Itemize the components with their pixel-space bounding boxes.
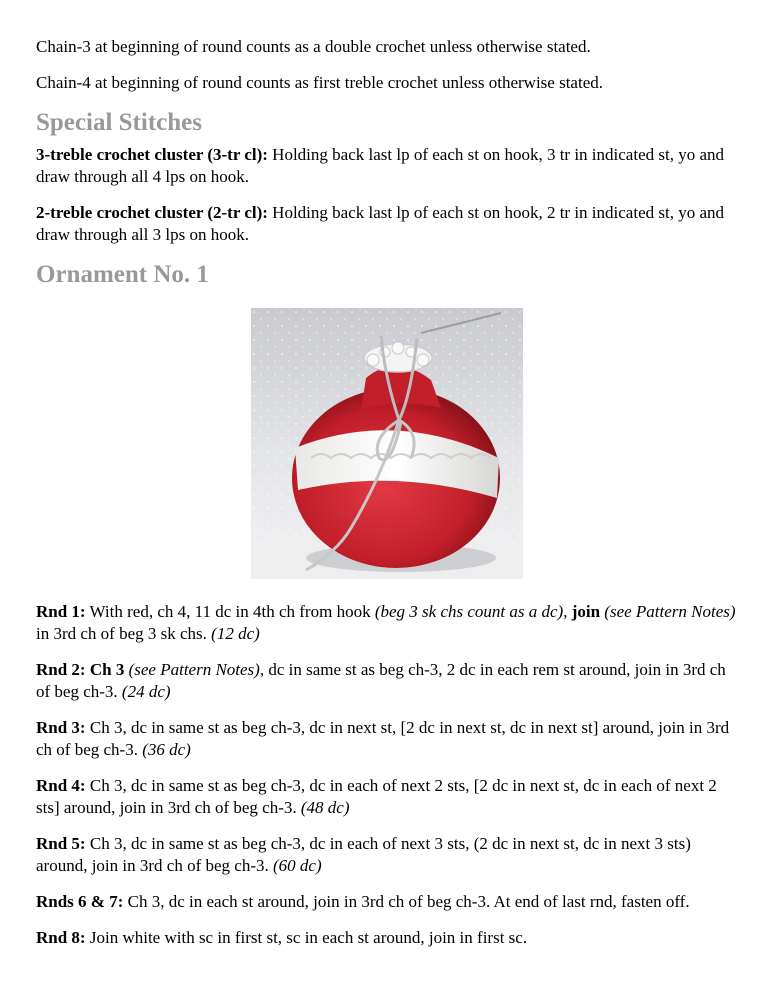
round-instruction: [36, 891, 737, 913]
round-text: in 3rd ch of beg 3 sk chs.: [36, 624, 212, 643]
round-text: (see Pattern Notes): [128, 660, 260, 679]
round-text: Ch 3, dc in same st as beg ch-3, dc in next st, [2 dc in next st, dc in next st] around, join in 3rd ch of beg ch-3.: [36, 718, 730, 759]
round-text: Join white with sc in first st, sc in each st around, join in first sc.: [85, 928, 528, 947]
round-instruction: [36, 927, 737, 949]
round-label: Rnds 6 & 7:: [36, 892, 124, 911]
round-text: (48 dc): [300, 798, 350, 817]
round-label: Rnd 8:: [36, 928, 86, 947]
round-text: (12 dc): [211, 624, 260, 643]
round-text: With red, ch 4, 11 dc in 4th ch from hook: [85, 602, 375, 621]
special-stitch-item: [36, 144, 737, 188]
round-text: Ch 3: [85, 660, 125, 679]
ornament-heading: Ornament No. 1: [36, 261, 209, 288]
round-label: Rnd 2:: [36, 660, 86, 679]
round-text: (36 dc): [142, 740, 191, 759]
stitch-description: Holding back last lp of each st on hook, 3 tr in indicated st, yo and draw through all 4 lps on hook.: [36, 145, 724, 186]
round-label: Rnd 1:: [36, 602, 86, 621]
round-text: Ch 3, dc in same st as beg ch-3, dc in each of next 2 sts, [2 dc in next st, dc in each of next 2 sts] around, join in 3rd ch of beg ch-3.: [36, 776, 717, 817]
round-text: (24 dc): [121, 682, 171, 701]
round-text: (beg 3 sk chs count as a dc): [374, 602, 564, 621]
round-label: Rnd 3:: [36, 718, 86, 737]
round-text: ,: [563, 602, 572, 621]
round-label: Rnd 5:: [36, 834, 86, 853]
round-instruction: [36, 601, 737, 645]
stitch-term: 3-treble crochet cluster (3-tr cl):: [36, 145, 268, 164]
round-instructions: [36, 601, 737, 949]
round-instruction: [36, 833, 737, 877]
special-stitches-heading: Special Stitches: [36, 109, 202, 136]
round-text: (60 dc): [273, 856, 322, 875]
stitch-description: Holding back last lp of each st on hook, 2 tr in indicated st, yo and draw through all 3 lps on hook.: [36, 203, 724, 244]
pattern-note: Chain-3 at beginning of round counts as a double crochet unless otherwise stated.: [36, 37, 591, 56]
special-stitch-item: [36, 202, 737, 246]
stitch-term: 2-treble crochet cluster (2-tr cl):: [36, 203, 268, 222]
round-text: , dc in same st as beg ch-3, 2 dc in each rem st around, join in 3rd ch of beg ch-3.: [36, 660, 726, 701]
round-text: join: [571, 602, 601, 621]
round-text: Ch 3, dc in each st around, join in 3rd ch of beg ch-3. At end of last rnd, fasten off.: [123, 892, 690, 911]
round-instruction: [36, 659, 737, 703]
round-label: Rnd 4:: [36, 776, 86, 795]
round-text: (see Pattern Notes): [604, 602, 736, 621]
ornament-photo: [251, 308, 523, 579]
round-instruction: [36, 717, 737, 761]
round-instruction: [36, 775, 737, 819]
pattern-note: Chain-4 at beginning of round counts as first treble crochet unless otherwise stated.: [36, 73, 603, 92]
round-text: Ch 3, dc in same st as beg ch-3, dc in each of next 3 sts, (2 dc in next st, dc in next 3 sts) around, join in 3rd ch of beg ch-3.: [36, 834, 691, 875]
